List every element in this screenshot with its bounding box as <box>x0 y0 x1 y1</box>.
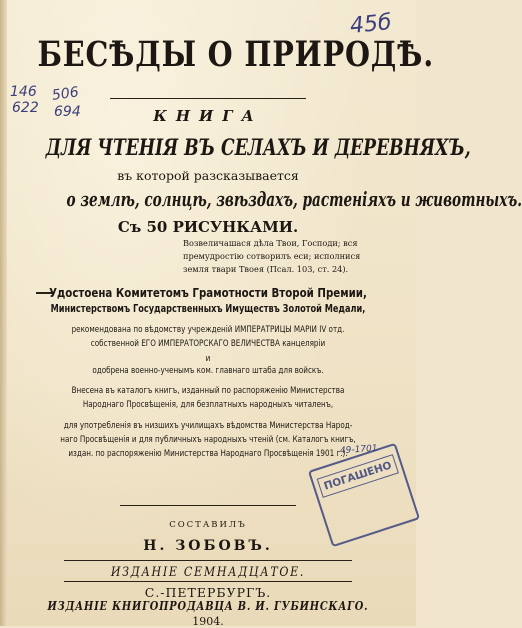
section-rule <box>120 505 296 506</box>
stamp-text: ПОГАШЕНО <box>317 454 399 498</box>
handwritten-note-right-margin: 49-1701 <box>339 443 378 457</box>
subtitle-main: ДЛЯ ЧТЕНІЯ ВЪ СЕЛАХЪ И ДЕРЕВНЯХЪ, <box>45 135 471 161</box>
book-label: КНИГА <box>153 107 263 125</box>
approval-line: Народнаго Просвѣщенія, для безплатныхъ народныхъ читаленъ, <box>82 399 334 409</box>
illustrations-note: Съ 50 РИСУНКАМИ. <box>117 218 299 236</box>
epigraph-line: Возвеличашася дѣла Твои, Господи; вся <box>183 238 358 248</box>
publication-city: С.-ПЕТЕРБУРГЪ. <box>144 585 272 600</box>
author-label: СОСТАВИЛЪ <box>169 520 247 530</box>
approval-line: и <box>205 353 211 363</box>
edition-note: ИЗДАНІЕ СЕМНАДЦАТОЕ. <box>110 565 306 580</box>
handwritten-note-left-2: 622 <box>12 100 39 116</box>
library-stamp <box>308 443 420 548</box>
handwritten-note-left-1: 146 <box>10 84 37 100</box>
approval-line: Внесена въ каталогъ книгъ, изданный по распоряженію Министерства <box>71 385 345 395</box>
author-name: Н. ЗОБОВЪ. <box>143 538 273 554</box>
epigraph-line: премудростію сотворилъ еси; исполнися <box>183 251 361 261</box>
approval-line: издан. по распоряженію Министерства Народнаго Просвѣщенія 1901 г.). <box>68 448 348 458</box>
edition-rule-bottom <box>64 581 352 582</box>
page-edge <box>0 0 7 626</box>
award-line: Министерствомъ Государственныхъ Имуществъ Золотой Медали, <box>50 303 366 315</box>
approval-line: для употребленія въ низшихъ училищахъ вѣдомства Министерства Народ- <box>63 420 353 430</box>
approval-line: рекомендована по вѣдомству учрежденій ИМПЕРАТРИЦЫ МАРІИ IV отд. <box>71 324 345 334</box>
book-title: БЕСѢДЫ О ПРИРОДѢ. <box>37 34 435 75</box>
publication-year: 1904. <box>192 615 224 628</box>
handwritten-note-top-right: 45б <box>348 9 393 40</box>
edition-rule-top <box>64 560 352 561</box>
publisher: ИЗДАНІЕ КНИГОПРОДАВЦА В. И. ГУБИНСКАГО. <box>47 599 369 613</box>
handwritten-note-left-4: 694 <box>54 104 81 120</box>
handwritten-note-left-3: 506 <box>51 84 80 104</box>
epigraph-line: земля твари Твоея (Псал. 103, ст. 24). <box>183 264 349 274</box>
award-line: Удостоена Комитетомъ Грамотности Второй Премии, <box>49 285 367 300</box>
approval-line: собственной ЕГО ИМПЕРАТОРСКАГО ВЕЛИЧЕСТВА канцеляріи <box>90 338 326 348</box>
subtitle-intro: въ которой разсказывается <box>117 168 299 183</box>
title-rule <box>110 98 306 99</box>
approval-line: одобрена военно-ученымъ ком. главнаго штаба для войскъ. <box>92 365 324 375</box>
approval-line: наго Просвѣщенія и для публичныхъ народныхъ чтеній (см. Каталогъ книгъ, <box>60 434 356 444</box>
subtitle-topics: о землѣ, солнцѣ, звѣздахъ, растеніяхъ и животныхъ. <box>66 187 522 211</box>
